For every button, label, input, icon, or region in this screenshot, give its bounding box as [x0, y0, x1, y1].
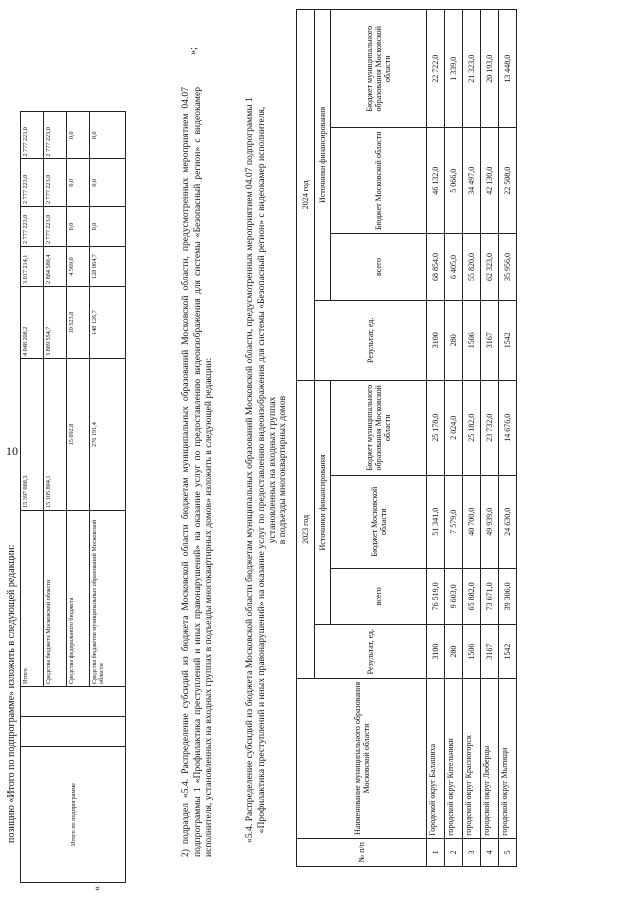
budget-mun-2023: 14 676,0	[499, 380, 517, 475]
value-2023: 3 889 554,7	[44, 287, 67, 359]
budget-mun-2024: 22 722,0	[427, 10, 445, 128]
value-2024: 128 064,7	[90, 247, 126, 287]
header-municipality: Наименование муниципального образования Московской области	[297, 679, 427, 839]
header-budget-mun-2023: Бюджет муниципального образования Московской области	[331, 380, 427, 475]
funding-source: Итого	[21, 511, 44, 687]
budget-mun-2023: 2 024,0	[445, 380, 463, 475]
budget-mun-2023: 25 178,0	[427, 380, 445, 475]
budget-mun-2024: 13 448,0	[499, 10, 517, 128]
value-2025: 0,0	[90, 207, 126, 247]
budget-mo-2024: 5 066,0	[445, 128, 463, 234]
header-result-2024: Результат, ед.	[315, 300, 427, 380]
page-number: 10	[6, 444, 18, 458]
result-2023: 1506	[463, 625, 481, 679]
budget-mo-2023: 7 579,0	[445, 475, 463, 568]
value-2027: 2 777 223,0	[21, 112, 44, 160]
header-year-2023: 2023 год	[297, 380, 315, 679]
total-value: 15 397 088,3	[21, 359, 44, 511]
budget-mun-2024: 1 339,0	[445, 10, 463, 128]
table-row	[463, 10, 481, 867]
table-row	[427, 10, 445, 867]
total-2024: 6 405,0	[445, 233, 463, 300]
intro-text: позицию «Итого по подпрограмме» изложить в следующей редакции:	[6, 544, 17, 843]
result-2024: 1542	[499, 300, 517, 380]
municipality-name: городской округ Красногорск	[463, 679, 481, 839]
result-2024: 3100	[427, 300, 445, 380]
value-2024: 3 017 214,1	[21, 247, 44, 287]
value-2023: 148 126,7	[90, 287, 126, 359]
municipality-name: городской округ Люберцы	[481, 679, 499, 839]
result-2024: 280	[445, 300, 463, 380]
funding-source: Средства федерального бюджета	[67, 511, 90, 687]
value-2025: 2 777 223,0	[21, 207, 44, 247]
value-2024: 2 884 580,4	[44, 247, 67, 287]
value-2024: 4 569,0	[67, 247, 90, 287]
row-number: 2	[445, 838, 463, 866]
budget-mo-2024: 46 132,0	[427, 128, 445, 234]
total-value: 276 191,4	[90, 359, 126, 511]
budget-mo-2023: 51 341,0	[427, 475, 445, 568]
table-row	[481, 10, 499, 867]
total-2024: 35 956,0	[499, 233, 517, 300]
budget-mun-2024: 21 323,0	[463, 10, 481, 128]
total-value: 15 105 804,1	[44, 359, 67, 511]
budget-mo-2024: 42 130,0	[481, 128, 499, 234]
header-total-2023: всего	[331, 568, 427, 625]
table-row	[499, 10, 517, 867]
total-value: 15 092,8	[67, 359, 90, 511]
total-2024: 62 323,0	[481, 233, 499, 300]
budget-mo-2024: 22 508,0	[499, 128, 517, 234]
header-sources-2024: Источники финансирования	[315, 10, 331, 301]
total-2023: 9 603,0	[445, 568, 463, 625]
result-2023: 1542	[499, 625, 517, 679]
row-number: 5	[499, 838, 517, 866]
budget-mo-2023: 49 939,0	[481, 475, 499, 568]
empty-cell	[21, 687, 126, 717]
empty-cell	[21, 717, 126, 747]
header-sources-2023: Источники финансирования	[315, 380, 331, 624]
funding-source: Средства бюджета Московской области	[44, 511, 67, 687]
budget-mo-2023: 40 700,0	[463, 475, 481, 568]
value-2027: 2 777 223,0	[44, 112, 67, 160]
header-total-2024: всего	[331, 233, 427, 300]
table-row	[445, 10, 463, 867]
subsidy-distribution-table	[296, 9, 517, 867]
value-2026: 2 777 223,0	[44, 159, 67, 207]
total-2023: 73 671,0	[481, 568, 499, 625]
municipality-name: Городской округ Балашиха	[427, 679, 445, 839]
result-2024: 3167	[481, 300, 499, 380]
header-budget-mo-2024: Бюджет Московской области	[331, 128, 427, 234]
total-2024: 68 854,0	[427, 233, 445, 300]
paragraph-new-heading: «5.4. Распределение субсидий из бюджета Московской области бюджетам муниципальных образований Московской области, предусмотренных мероприятием 04.07 подпрограммы 1 «Профилактика преступлений и иных правонарушений» на оказание услуг по предоставлению видеоизображения для системы «Безопасный регион» с видеокамер исполнителя, установленных на входных группах	[244, 97, 278, 843]
value-2025: 2 777 223,0	[44, 207, 67, 247]
budget-mo-2024: 34 497,0	[463, 128, 481, 234]
result-2023: 280	[445, 625, 463, 679]
total-2024: 55 820,0	[463, 233, 481, 300]
value-2027: 0,0	[90, 112, 126, 160]
total-table-row	[21, 112, 44, 883]
total-2023: 76 519,0	[427, 568, 445, 625]
row-number: 3	[463, 838, 481, 866]
subprogram-total-table	[20, 111, 126, 883]
budget-mun-2024: 20 193,0	[481, 10, 499, 128]
paragraph-new-heading-end: в подъезды многоквартирных домов	[277, 395, 288, 545]
paragraph-subsection-5-4: 2) подраздел «5.4. Распределение субсидий из бюджета Московской области бюджетам муниципальных образований Московской области, предусмотренных мероприятием 04.07 подпрограммы 1 «Профилактика преступлений и иных правонарушений» на оказание услуг по предоставлению видеоизображения для системы «Безопасный регион» с видеокамер исполнителя, установленных на входных группах в подъезды многоквартирных домов» изложить в следующей редакции:	[180, 87, 214, 857]
total-2023: 39 306,0	[499, 568, 517, 625]
open-quote: «	[92, 886, 103, 891]
value-2023: 4 048 208,2	[21, 287, 44, 359]
close-quote: »;	[188, 47, 199, 55]
total-2023: 65 882,0	[463, 568, 481, 625]
value-2025: 0,0	[67, 207, 90, 247]
row-number: 4	[481, 838, 499, 866]
result-2024: 1506	[463, 300, 481, 380]
budget-mun-2023: 25 182,0	[463, 380, 481, 475]
header-budget-mun-2024: Бюджет муниципального образования Московской области	[331, 10, 427, 128]
header-number: № п/п	[297, 838, 427, 866]
municipality-name: городской округ Мытищи	[499, 679, 517, 839]
header-result-2023: Результат, ед.	[315, 625, 427, 679]
result-2023: 3167	[481, 625, 499, 679]
value-2026: 2 777 223,0	[21, 159, 44, 207]
funding-source: Средства бюджетов муниципальных образований Московской области	[90, 511, 126, 687]
municipality-name: городской округ Котельники	[445, 679, 463, 839]
value-2026: 0,0	[67, 159, 90, 207]
budget-mun-2023: 23 732,0	[481, 380, 499, 475]
budget-mo-2023: 24 630,0	[499, 475, 517, 568]
header-year-2024: 2024 год	[297, 10, 315, 381]
result-2023: 3100	[427, 625, 445, 679]
subprogram-total-label: Итого по подпрограмме	[21, 747, 126, 883]
value-2027: 0,0	[67, 112, 90, 160]
value-2023: 10 523,8	[67, 287, 90, 359]
header-budget-mo-2023: Бюджет Московской области	[331, 475, 427, 568]
value-2026: 0,0	[90, 159, 126, 207]
row-number: 1	[427, 838, 445, 866]
